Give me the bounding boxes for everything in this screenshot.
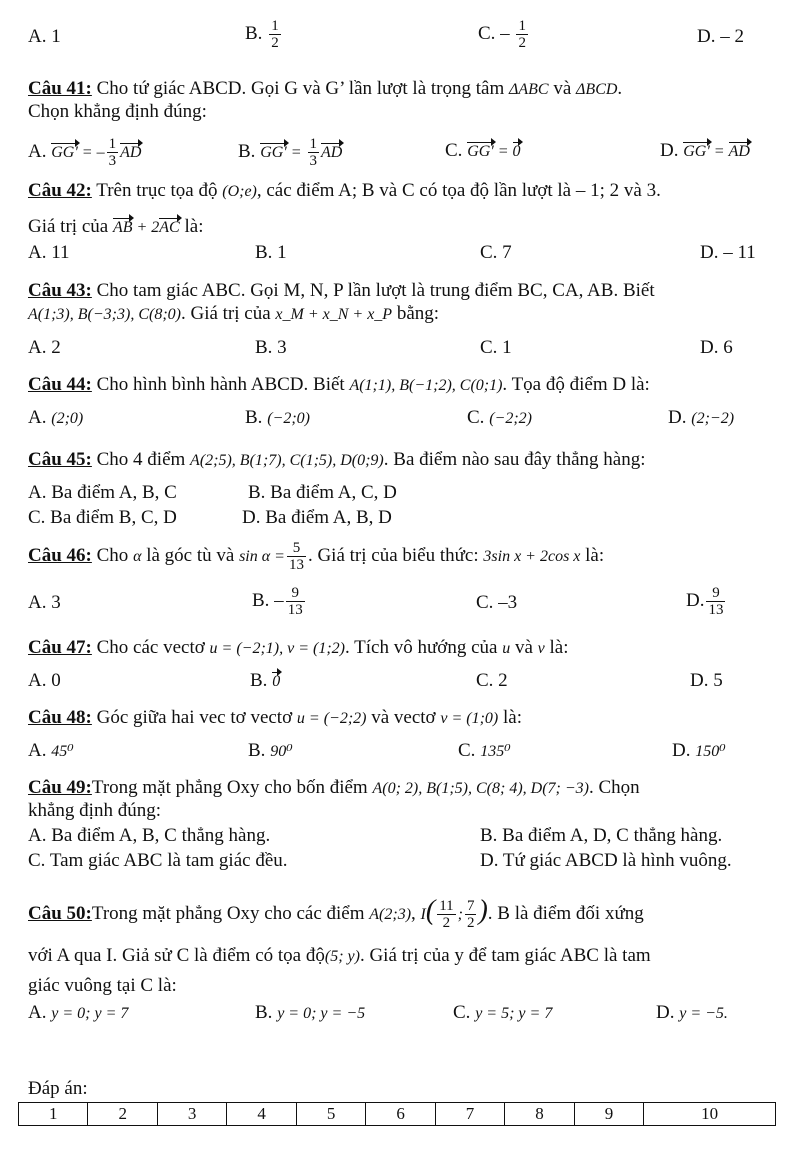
vector: GG' bbox=[683, 141, 710, 163]
option-value: y = 0; y = 7 bbox=[51, 1005, 129, 1022]
q47-option-c: C. 2 bbox=[476, 670, 508, 691]
operator: + 2 bbox=[132, 219, 160, 236]
option-value: (2;−2) bbox=[691, 410, 735, 427]
q46-option-c: C. –3 bbox=[476, 592, 518, 613]
q50-option-a bbox=[28, 1002, 128, 1025]
q46-text3: . Giá trị của biểu thức: bbox=[307, 544, 484, 566]
q43-line2a: . Giá trị của bbox=[180, 303, 276, 324]
answer-cell: 3 bbox=[157, 1103, 226, 1126]
vector: 0 bbox=[513, 141, 521, 163]
q41-text: Cho tứ giác ABCD. Gọi G và G’ lần lượt là trọng tâm bbox=[91, 78, 509, 99]
prev-option-c-label: C. – bbox=[478, 22, 510, 44]
q43-option-a: A. 2 bbox=[28, 337, 61, 358]
paren-open: ( bbox=[425, 894, 436, 926]
q41-and: và bbox=[548, 78, 577, 99]
question-number: Câu 44: bbox=[28, 374, 92, 395]
q50-line3: giác vuông tại C là: bbox=[28, 975, 177, 996]
q50-line2 bbox=[28, 945, 651, 968]
numerator: 1 bbox=[108, 136, 117, 152]
question-number: Câu 46: bbox=[28, 544, 92, 566]
q46-stem bbox=[28, 540, 604, 573]
fraction bbox=[287, 540, 306, 573]
q41-end: . bbox=[617, 78, 623, 99]
q49-line2: khẳng định đúng: bbox=[28, 800, 161, 821]
q42-option-a: A. 11 bbox=[28, 242, 70, 263]
q44-coords: A(1;1), B(−1;2), C(0;1) bbox=[349, 377, 503, 394]
operator: = bbox=[709, 143, 729, 160]
answer-cell: 6 bbox=[366, 1103, 435, 1126]
denominator: 2 bbox=[271, 35, 279, 51]
q45-option-a: A. Ba điểm A, B, C bbox=[28, 482, 177, 503]
paren-close: ) bbox=[478, 894, 488, 926]
q48-text3: là: bbox=[498, 707, 522, 728]
q47-option-d: D. 5 bbox=[690, 670, 723, 691]
vector: GG' bbox=[467, 141, 494, 163]
q42-line2b: là: bbox=[179, 216, 204, 237]
operator: = – bbox=[77, 143, 105, 161]
option-value: (2;0) bbox=[51, 410, 84, 427]
q45-option-b: B. Ba điểm A, C, D bbox=[248, 482, 397, 503]
option-value: y = 5; y = 7 bbox=[475, 1005, 553, 1022]
q43-stem bbox=[28, 280, 655, 302]
q45-stem bbox=[28, 449, 645, 472]
denominator: 2 bbox=[466, 915, 475, 931]
vector: AC bbox=[159, 217, 179, 239]
q49-option-d: D. Tứ giác ABCD là hình vuông. bbox=[480, 850, 732, 871]
prev-option-c bbox=[478, 18, 530, 51]
q44-option-c bbox=[467, 407, 532, 430]
point-c: (5; y) bbox=[324, 948, 360, 965]
numerator: 1 bbox=[309, 136, 318, 152]
q41-line2: Chọn khẳng định đúng: bbox=[28, 101, 207, 122]
q50-option-d bbox=[656, 1002, 728, 1025]
fraction bbox=[308, 136, 320, 169]
vector-v: v = (1;0) bbox=[440, 710, 499, 727]
q50-comma: , bbox=[411, 902, 421, 924]
q47-text2: . Tích vô hướng của bbox=[345, 637, 503, 658]
numerator: 9 bbox=[706, 585, 725, 602]
q43-line2 bbox=[28, 303, 439, 326]
q42-option-c: C. 7 bbox=[480, 242, 512, 263]
option-label: A. bbox=[28, 1002, 47, 1023]
denominator: 13 bbox=[708, 602, 724, 618]
q46-expr: 3sin x + 2cos x bbox=[483, 547, 581, 565]
q48-option-b bbox=[248, 740, 293, 763]
q46-text4: là: bbox=[580, 544, 605, 566]
q44-text2: . Tọa độ điểm D là: bbox=[502, 374, 650, 395]
option-label: D. bbox=[686, 589, 705, 611]
fraction bbox=[107, 136, 119, 169]
denominator: 3 bbox=[309, 153, 318, 169]
q49-text2: . Chọn bbox=[588, 777, 640, 798]
q41-option-d bbox=[660, 140, 750, 163]
q45-text: Cho 4 điểm bbox=[91, 449, 191, 470]
q50-text2: . B là điểm đối xứng bbox=[487, 902, 644, 924]
question-number: Câu 50: bbox=[28, 902, 92, 924]
option-label: A. bbox=[28, 140, 47, 162]
answer-cell: 8 bbox=[505, 1103, 574, 1126]
option-label: A. bbox=[28, 740, 47, 761]
answer-cell: 9 bbox=[574, 1103, 643, 1126]
option-label: C. bbox=[453, 1002, 471, 1023]
option-value: (−2;2) bbox=[489, 410, 532, 427]
operator: = bbox=[286, 143, 306, 161]
option-label: C. bbox=[458, 740, 476, 761]
question-number: Câu 49: bbox=[28, 777, 92, 798]
q41-option-b bbox=[238, 136, 342, 169]
q49-option-b: B. Ba điểm A, D, C thẳng hàng. bbox=[480, 825, 723, 846]
prev-option-a: A. 1 bbox=[28, 26, 61, 47]
q42-line2a: Giá trị của bbox=[28, 216, 113, 237]
q43-line2b: bằng: bbox=[392, 303, 440, 324]
q50-text: Trong mặt phẳng Oxy cho các điểm bbox=[91, 902, 370, 924]
numerator: 11 bbox=[439, 898, 454, 914]
q46-option-a: A. 3 bbox=[28, 592, 61, 613]
q44-option-a bbox=[28, 407, 83, 430]
option-value: y = −5. bbox=[679, 1005, 728, 1022]
numerator: 1 bbox=[271, 18, 279, 34]
q41-option-a bbox=[28, 136, 141, 169]
fraction bbox=[706, 585, 725, 618]
question-number: Câu 47: bbox=[28, 637, 92, 658]
q50-line2a: với A qua I. Giả sử C là điểm có tọa độ bbox=[28, 945, 325, 966]
option-label: B. bbox=[238, 140, 256, 162]
vector: GG' bbox=[260, 142, 287, 164]
answer-cell: 7 bbox=[435, 1103, 504, 1126]
numerator: 7 bbox=[466, 898, 475, 914]
q41-option-c bbox=[445, 140, 521, 163]
zero-vector: 0 bbox=[272, 671, 280, 693]
sin-expression: sin α = bbox=[239, 547, 285, 565]
denominator: 2 bbox=[518, 35, 526, 51]
numerator: 9 bbox=[286, 585, 305, 602]
q43-expr: x_M + x_N + x_P bbox=[275, 306, 393, 323]
q47-vectors: u = (−2;1), v = (1;2) bbox=[209, 640, 346, 657]
numerator: 5 bbox=[287, 540, 306, 557]
answer-cell: 5 bbox=[296, 1103, 365, 1126]
answer-cell: 10 bbox=[644, 1103, 776, 1126]
alpha-symbol: α bbox=[133, 547, 142, 565]
answer-table bbox=[18, 1102, 776, 1126]
option-label: D. bbox=[660, 140, 679, 161]
vector-u: u = (−2;2) bbox=[296, 710, 367, 727]
answer-label: Đáp án: bbox=[28, 1078, 88, 1099]
q49-text: Trong mặt phẳng Oxy cho bốn điểm bbox=[91, 777, 373, 798]
q48-option-a bbox=[28, 740, 74, 763]
q42-option-d: D. – 11 bbox=[700, 242, 756, 263]
q43-option-b: B. 3 bbox=[255, 337, 287, 358]
q48-option-d bbox=[672, 740, 726, 763]
option-value: 45⁰ bbox=[51, 743, 74, 760]
fraction bbox=[516, 18, 528, 51]
q47-option-a: A. 0 bbox=[28, 670, 61, 691]
vector: GG' bbox=[51, 142, 78, 164]
q46-text1: Cho bbox=[91, 544, 134, 566]
answer-cell: 4 bbox=[227, 1103, 296, 1126]
q48-stem bbox=[28, 707, 522, 730]
option-label: C. bbox=[467, 407, 485, 428]
option-label: D. bbox=[668, 407, 687, 428]
triangle-abc: ΔABC bbox=[508, 81, 549, 98]
q42-text2: , các điểm A; B và C có tọa độ lần lượt là – 1; 2 và 3. bbox=[256, 180, 661, 201]
q45-text2: . Ba điểm nào sau đây thẳng hàng: bbox=[383, 449, 646, 470]
option-label: B. bbox=[248, 740, 266, 761]
q47-text3: là: bbox=[544, 637, 569, 658]
prev-option-b-label: B. bbox=[245, 22, 263, 44]
q48-text2: và vectơ bbox=[366, 707, 441, 728]
denominator: 2 bbox=[442, 915, 451, 931]
q43-option-d: D. 6 bbox=[700, 337, 733, 358]
point-a: A(2;3) bbox=[369, 905, 412, 923]
q45-option-c: C. Ba điểm B, C, D bbox=[28, 507, 177, 528]
q41-stem bbox=[28, 78, 622, 101]
q48-text: Góc giữa hai vec tơ vectơ bbox=[91, 707, 297, 728]
prev-option-d: D. – 2 bbox=[697, 26, 744, 47]
q49-option-c: C. Tam giác ABC là tam giác đều. bbox=[28, 850, 288, 871]
axis: (O;e) bbox=[222, 183, 257, 200]
point-i: I bbox=[420, 905, 426, 923]
option-label: A. bbox=[28, 407, 47, 428]
question-number: Câu 41: bbox=[28, 78, 92, 99]
option-label: B. bbox=[255, 1002, 273, 1023]
q46-option-b bbox=[252, 585, 307, 618]
q42-line2 bbox=[28, 216, 203, 239]
q47-option-b bbox=[250, 670, 280, 693]
q50-option-c bbox=[453, 1002, 552, 1025]
q49-coords: A(0; 2), B(1;5), C(8; 4), D(7; −3) bbox=[372, 780, 589, 797]
fraction bbox=[465, 898, 477, 931]
q43-coords: A(1;3), B(−3;3), C(8;0) bbox=[28, 306, 181, 323]
numerator: 1 bbox=[518, 18, 526, 34]
q50-option-b bbox=[255, 1002, 365, 1025]
q44-option-b bbox=[245, 407, 310, 430]
q49-stem bbox=[28, 777, 640, 800]
denominator: 13 bbox=[287, 602, 303, 618]
option-label: D. bbox=[656, 1002, 675, 1023]
triangle-bcd: ΔBCD bbox=[576, 81, 618, 98]
fraction bbox=[269, 18, 281, 51]
q45-option-d: D. Ba điểm A, B, D bbox=[242, 507, 392, 528]
q44-text: Cho hình bình hành ABCD. Biết bbox=[91, 374, 350, 395]
option-value: 150⁰ bbox=[695, 743, 726, 760]
vector: AB bbox=[113, 217, 133, 239]
option-label: B. – bbox=[252, 589, 284, 611]
denominator: 3 bbox=[108, 153, 117, 169]
option-value: (−2;0) bbox=[267, 410, 310, 427]
q47-stem bbox=[28, 637, 569, 660]
question-number: Câu 45: bbox=[28, 449, 92, 470]
q42-option-b: B. 1 bbox=[255, 242, 287, 263]
q46-option-d bbox=[686, 585, 727, 618]
separator: ; bbox=[457, 905, 463, 923]
fraction bbox=[286, 585, 305, 618]
q42-text: Trên trục tọa độ bbox=[91, 180, 223, 201]
prev-option-b bbox=[245, 18, 283, 51]
option-label: D. bbox=[672, 740, 691, 761]
denominator: 13 bbox=[288, 557, 304, 573]
q44-stem bbox=[28, 374, 650, 397]
q46-text2: là góc tù và bbox=[141, 544, 240, 566]
q43-text: Cho tam giác ABC. Gọi M, N, P lần lượt là trung điểm BC, CA, AB. Biết bbox=[91, 280, 655, 301]
option-label: B. bbox=[250, 670, 268, 691]
q48-option-c bbox=[458, 740, 511, 763]
vector: AD bbox=[120, 142, 141, 164]
answer-cell: 1 bbox=[19, 1103, 88, 1126]
q44-option-d bbox=[668, 407, 734, 430]
fraction bbox=[437, 898, 455, 931]
table-row bbox=[19, 1103, 776, 1126]
option-label: B. bbox=[245, 407, 263, 428]
vector-v: v bbox=[537, 640, 545, 657]
answer-cell: 2 bbox=[88, 1103, 157, 1126]
option-value: 135⁰ bbox=[480, 743, 511, 760]
operator: = bbox=[493, 143, 513, 160]
question-number: Câu 42: bbox=[28, 180, 92, 201]
q47-text: Cho các vectơ bbox=[91, 637, 210, 658]
q49-option-a: A. Ba điểm A, B, C thẳng hàng. bbox=[28, 825, 271, 846]
q45-coords: A(2;5), B(1;7), C(1;5), D(0;9) bbox=[190, 452, 384, 469]
vector: AD bbox=[729, 141, 750, 163]
q47-and: và bbox=[510, 637, 538, 658]
q42-stem bbox=[28, 180, 661, 203]
option-label: C. bbox=[445, 140, 463, 161]
option-value: 90⁰ bbox=[270, 743, 293, 760]
question-number: Câu 48: bbox=[28, 707, 92, 728]
option-value: y = 0; y = −5 bbox=[277, 1005, 366, 1022]
q43-option-c: C. 1 bbox=[480, 337, 512, 358]
q50-stem bbox=[28, 894, 644, 931]
vector: AD bbox=[321, 142, 342, 164]
question-number: Câu 43: bbox=[28, 280, 92, 301]
q50-line2b: . Giá trị của y để tam giác ABC là tam bbox=[359, 945, 651, 966]
vector-u: u bbox=[502, 640, 511, 657]
